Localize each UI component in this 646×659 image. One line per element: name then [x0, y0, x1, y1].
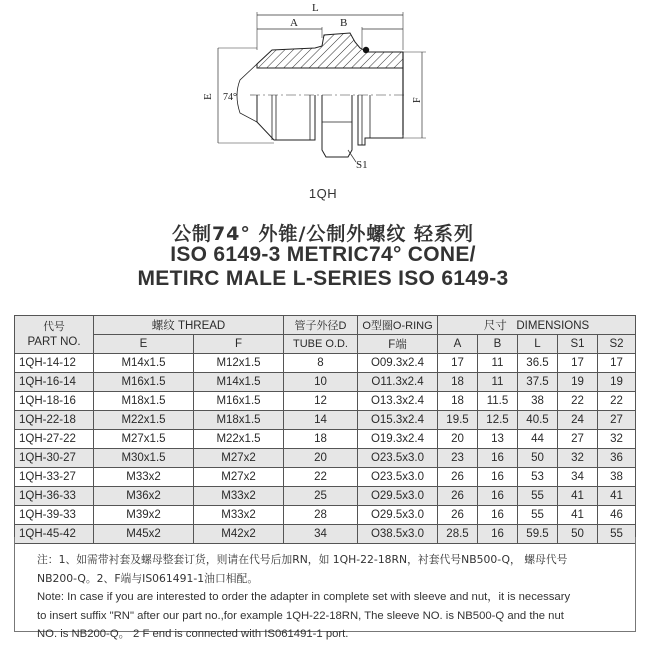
cell-d: 34: [284, 525, 358, 544]
cell-part: 1QH-45-42: [15, 525, 94, 544]
table-row: [15, 506, 636, 525]
cell-l: 53: [518, 468, 558, 487]
cell-oring: O09.3x2.4: [358, 354, 438, 373]
cell-b: 16: [478, 506, 518, 525]
cell-oring: O19.3x2.4: [358, 430, 438, 449]
dim-label-l: L: [312, 2, 319, 14]
cell-b: 12.5: [478, 411, 518, 430]
cell-b: 16: [478, 468, 518, 487]
cell-f: M33x2: [194, 506, 284, 525]
cell-b: 13: [478, 430, 518, 449]
model-code: 1QH: [308, 186, 338, 201]
cell-oring: O29.5x3.0: [358, 506, 438, 525]
cell-part: 1QH-27-22: [15, 430, 94, 449]
dim-label-b: B: [340, 17, 348, 29]
cell-f: M42x2: [194, 525, 284, 544]
header-dim-s2: S2: [598, 335, 636, 354]
table-row: [15, 392, 636, 411]
cell-s1: 17: [558, 354, 598, 373]
cell-d: 8: [284, 354, 358, 373]
cell-a: 19.5: [438, 411, 478, 430]
header-part-no: [15, 316, 94, 354]
cell-b: 11: [478, 354, 518, 373]
note-en-line3: NO. is NB200-Q。 2 F end is connected with IS061491-1 port.: [37, 628, 349, 640]
dim-label-f: F: [412, 97, 423, 103]
header-part-zh: 代号: [43, 320, 65, 333]
angle-label: 74°: [223, 92, 237, 103]
cell-e: M39x2: [94, 506, 194, 525]
cell-part: 1QH-16-14: [15, 373, 94, 392]
cell-a: 18: [438, 373, 478, 392]
cell-a: 23: [438, 449, 478, 468]
cell-oring: O23.5x3.0: [358, 468, 438, 487]
cell-f: M16x1.5: [194, 392, 284, 411]
cell-f: M18x1.5: [194, 411, 284, 430]
cell-part: 1QH-30-27: [15, 449, 94, 468]
cell-f: M22x1.5: [194, 430, 284, 449]
cell-s2: 36: [598, 449, 636, 468]
header-dim-s1: S1: [558, 335, 598, 354]
cell-l: 55: [518, 506, 558, 525]
cell-a: 17: [438, 354, 478, 373]
cell-s2: 32: [598, 430, 636, 449]
cell-d: 20: [284, 449, 358, 468]
cell-d: 10: [284, 373, 358, 392]
header-tube-en: TUBE O.D.: [284, 335, 358, 354]
cell-s2: 41: [598, 487, 636, 506]
cell-part: 1QH-22-18: [15, 411, 94, 430]
header-thread-f: F: [194, 335, 284, 354]
cell-s1: 32: [558, 449, 598, 468]
cell-a: 20: [438, 430, 478, 449]
header-thread: 螺纹 THREAD: [94, 316, 284, 335]
cell-a: 26: [438, 506, 478, 525]
title-zh: 公制74° 外锥/公制外螺纹 轻系列: [171, 223, 475, 245]
cell-s2: 19: [598, 373, 636, 392]
fitting-technical-drawing: [190, 0, 440, 175]
cell-l: 55: [518, 487, 558, 506]
note-zh-line2: NB200-Q。2、F端与IS061491-1油口相配。: [37, 571, 259, 585]
cell-b: 16: [478, 487, 518, 506]
table-row: [15, 449, 636, 468]
cell-s1: 27: [558, 430, 598, 449]
cell-d: 12: [284, 392, 358, 411]
cell-oring: O13.3x2.4: [358, 392, 438, 411]
cell-e: M22x1.5: [94, 411, 194, 430]
cell-s1: 50: [558, 525, 598, 544]
cell-a: 18: [438, 392, 478, 411]
header-dim-b: B: [478, 335, 518, 354]
cell-oring: O38.5x3.0: [358, 525, 438, 544]
cell-a: 26: [438, 487, 478, 506]
cell-s2: 27: [598, 411, 636, 430]
table-row: [15, 373, 636, 392]
cell-d: 14: [284, 411, 358, 430]
table-row: [15, 354, 636, 373]
dim-label-e: E: [202, 93, 214, 100]
cell-e: M30x1.5: [94, 449, 194, 468]
header-dim-l: L: [518, 335, 558, 354]
cell-s1: 24: [558, 411, 598, 430]
cell-s2: 38: [598, 468, 636, 487]
table-row: [15, 411, 636, 430]
cell-s1: 22: [558, 392, 598, 411]
header-oring-f: F端: [358, 335, 438, 354]
cell-f: M12x1.5: [194, 354, 284, 373]
cell-part: 1QH-33-27: [15, 468, 94, 487]
cell-l: 36.5: [518, 354, 558, 373]
cell-e: M14x1.5: [94, 354, 194, 373]
cell-l: 40.5: [518, 411, 558, 430]
header-dimensions: 尺寸 DIMENSIONS: [438, 316, 636, 335]
title-en-line2: METIRC MALE L-SERIES ISO 6149-3: [137, 267, 509, 290]
cell-part: 1QH-14-12: [15, 354, 94, 373]
cell-part: 1QH-18-16: [15, 392, 94, 411]
table-row: [15, 468, 636, 487]
cell-l: 59.5: [518, 525, 558, 544]
note-zh-line1: 注：1、如需带衬套及螺母整套订货，则请在代号后加RN，如 1QH-22-18RN，衬套代号NB500-Q， 螺母代号: [37, 553, 568, 566]
cell-s2: 22: [598, 392, 636, 411]
cell-l: 44: [518, 430, 558, 449]
cell-b: 16: [478, 449, 518, 468]
cell-s2: 17: [598, 354, 636, 373]
cell-oring: O23.5x3.0: [358, 449, 438, 468]
dim-label-a: A: [290, 17, 298, 29]
cell-a: 28.5: [438, 525, 478, 544]
header-part-en: PART NO.: [27, 336, 81, 348]
cell-part: 1QH-36-33: [15, 487, 94, 506]
cell-f: M14x1.5: [194, 373, 284, 392]
header-tube-zh: 管子外径D: [284, 316, 358, 335]
cell-s2: 55: [598, 525, 636, 544]
header-thread-e: E: [94, 335, 194, 354]
cell-e: M45x2: [94, 525, 194, 544]
cell-s1: 34: [558, 468, 598, 487]
cell-d: 18: [284, 430, 358, 449]
cell-s1: 41: [558, 487, 598, 506]
table-row: [15, 487, 636, 506]
cell-part: 1QH-39-33: [15, 506, 94, 525]
cell-f: M27x2: [194, 468, 284, 487]
dim-label-s1: S1: [356, 159, 368, 171]
spec-table: [14, 315, 636, 544]
note-en-line2: to insert suffix "RN" after our part no.,for example 1QH-22-18RN, The sleeve NO. is NB500-Q and the nut: [37, 609, 564, 622]
cell-oring: O29.5x3.0: [358, 487, 438, 506]
header-oring: O型圈O-RING: [358, 316, 438, 335]
title-en-line1: ISO 6149-3 METRIC74° CONE/: [170, 243, 476, 266]
cell-f: M27x2: [194, 449, 284, 468]
cell-s2: 46: [598, 506, 636, 525]
cell-oring: O15.3x2.4: [358, 411, 438, 430]
cell-b: 11.5: [478, 392, 518, 411]
cell-l: 50: [518, 449, 558, 468]
cell-s1: 41: [558, 506, 598, 525]
cell-a: 26: [438, 468, 478, 487]
cell-l: 38: [518, 392, 558, 411]
notes-box: [14, 537, 636, 640]
cell-e: M27x1.5: [94, 430, 194, 449]
cell-e: M33x2: [94, 468, 194, 487]
cell-d: 25: [284, 487, 358, 506]
note-en-line1: Note: In case if you are interested to order the adapter in complete set with sleeve and nut，it is necessary: [37, 591, 571, 603]
cell-b: 11: [478, 373, 518, 392]
cell-d: 28: [284, 506, 358, 525]
cell-e: M18x1.5: [94, 392, 194, 411]
cell-s1: 19: [558, 373, 598, 392]
cell-e: M16x1.5: [94, 373, 194, 392]
cell-f: M33x2: [194, 487, 284, 506]
cell-e: M36x2: [94, 487, 194, 506]
cell-b: 16: [478, 525, 518, 544]
cell-oring: O11.3x2.4: [358, 373, 438, 392]
cell-l: 37.5: [518, 373, 558, 392]
cell-d: 22: [284, 468, 358, 487]
header-dim-a: A: [438, 335, 478, 354]
table-row: [15, 430, 636, 449]
